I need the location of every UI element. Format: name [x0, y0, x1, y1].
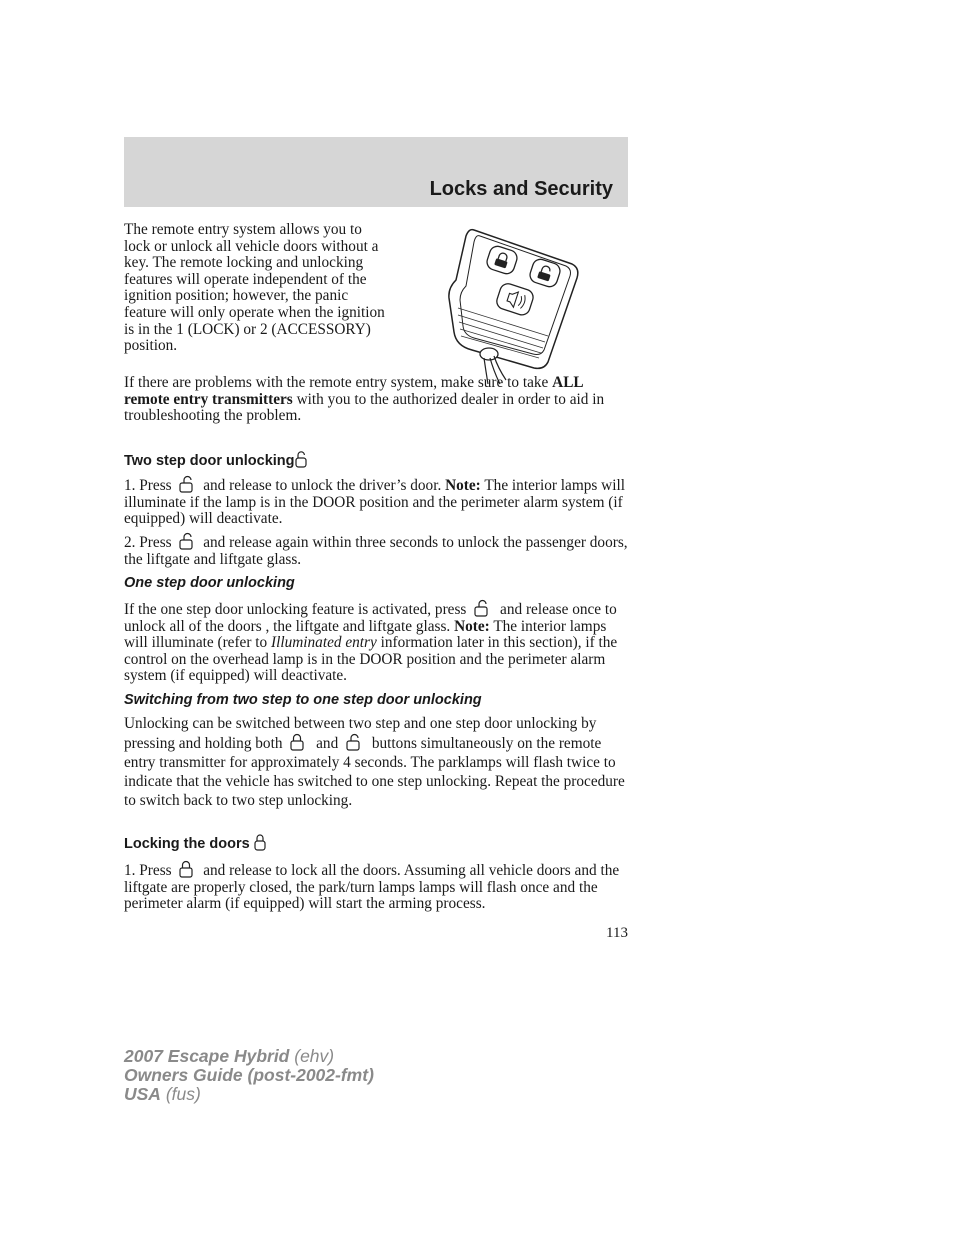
illuminated-entry-reference: Illuminated entry [270, 634, 377, 652]
two-step-heading: Two step door unlocking [124, 450, 307, 469]
troubleshooting-text: If there are problems with the remote entry system, make sure to take ALL remote entry transmitters with you to the authorized dealer in order to aid in troubleshooting the problem. [124, 374, 605, 425]
page-number: 113 [606, 925, 628, 941]
keyfob-icon [444, 222, 584, 387]
locking-paragraph: 1. Press and release to lock all the doors. Assuming all vehicle doors and the liftgate are properly closed, the park/turn lamps lamps will flash once and the perimeter alarm (if equipped) will start the arming process. [124, 862, 620, 913]
switching-paragraph: Unlocking can be switched between two step and one step door unlocking by pressing and holding both and buttons simultaneously on the remote entry transmitter for approximately 4 seconds. The parklamps will flash twice to indicate that the vehicle has switched to one step unlocking. Repeat the procedure to switch back to two step unlocking. [124, 715, 625, 809]
lock-icon [290, 733, 304, 751]
lock-icon [254, 833, 266, 851]
locking-heading: Locking the doors [124, 833, 266, 852]
unlock-icon [179, 532, 193, 550]
intro-paragraph [124, 222, 386, 355]
two-step-paragraph-2: 2. Press and release again within three seconds to unlock the passenger doors, the liftgate and liftgate glass. [124, 534, 628, 568]
footer-line-1: 2007 Escape Hybrid (ehv) [124, 1046, 335, 1066]
one-step-paragraph: If the one step door unlocking feature is activated, press and release once to unlock all of the doors , the liftgate and liftgate glass. Note: The interior lamps will illuminate (refer to Illuminated entry information later in this section), if the control on the overhead lamp is in the DOOR position and the perimeter alarm system (if equipped) will deactivate. [124, 601, 618, 685]
one-step-heading: One step door unlocking [124, 575, 295, 591]
intro-text: The remote entry system allows you to lock or unlock all vehicle doors without a key. The remote locking and unlocking features will operate independent of the ignition position; however, the panic feature will only operate when the ignition is in the 1 (LOCK) or 2 (ACCESSORY) position. [124, 221, 385, 355]
footer-line-2: Owners Guide (post-2002-fmt) [124, 1065, 374, 1085]
keyfob-illustration [444, 222, 584, 387]
footer-line-3: USA (fus) [124, 1084, 201, 1104]
document-footer [124, 1047, 374, 1104]
unlock-icon [346, 733, 360, 751]
section-title: Locks and Security [429, 178, 613, 200]
unlock-icon [474, 599, 488, 617]
unlock-icon [179, 475, 193, 493]
section-header-band [124, 137, 628, 207]
lock-icon [179, 860, 193, 878]
switching-heading: Switching from two step to one step door unlocking [124, 692, 482, 708]
transmitters-emphasis: ALL remote entry transmitters [124, 374, 583, 408]
unlock-icon [295, 450, 307, 468]
two-step-paragraph-1: 1. Press and release to unlock the driver’s door. Note: The interior lamps will illuminate if the lamp is in the DOOR position and the perimeter alarm system (if equipped) will deactivate. [124, 477, 625, 528]
troubleshooting-paragraph [124, 375, 628, 425]
